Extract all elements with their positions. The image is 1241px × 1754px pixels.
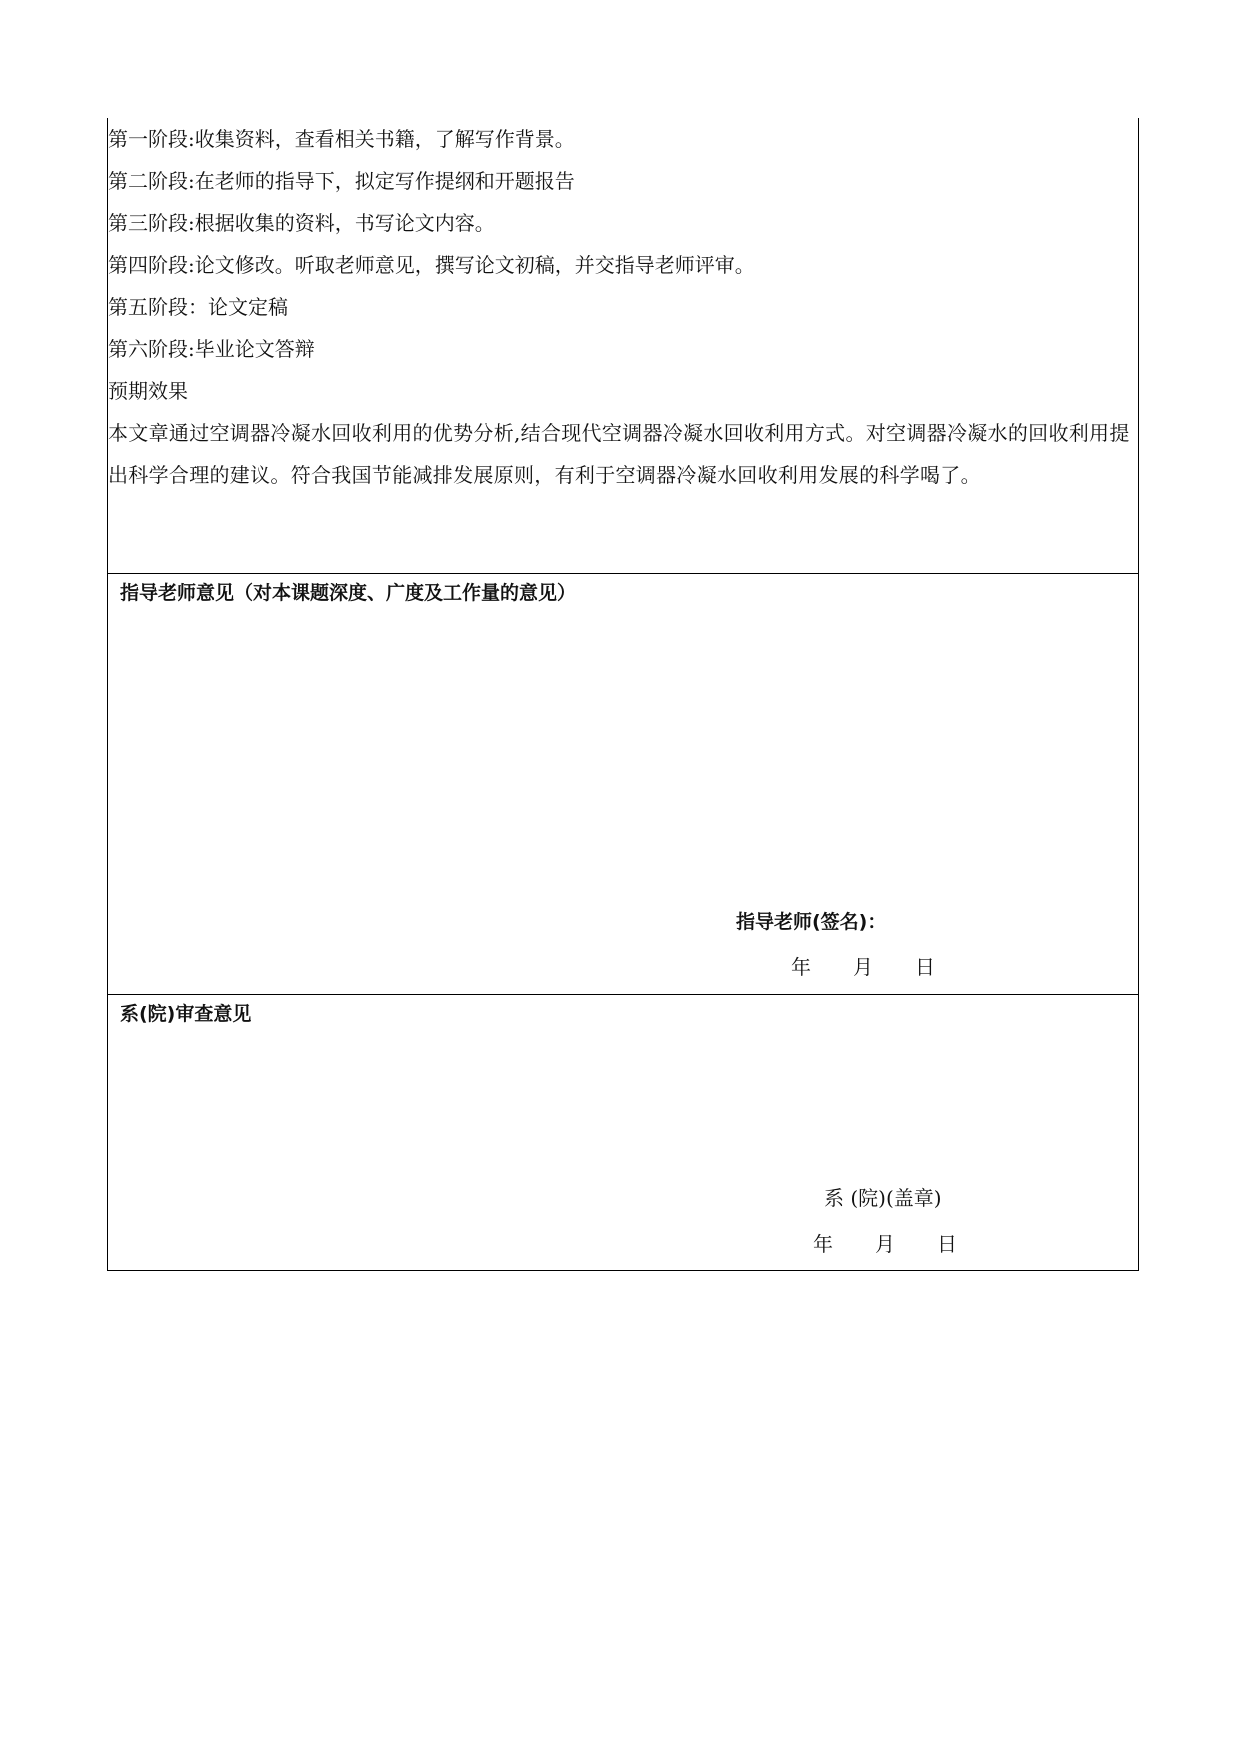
advisor-signature-label: 指导老师(签名)： bbox=[736, 910, 887, 933]
advisor-date-day: 日 bbox=[915, 954, 935, 979]
stage-5-text: 第五阶段：论文定稿 bbox=[108, 295, 288, 319]
advisor-date-line bbox=[791, 954, 935, 980]
department-stamp-label: 系 (院)(盖章) bbox=[824, 1185, 942, 1210]
department-date-month: 月 bbox=[875, 1231, 895, 1256]
stage-6-text: 第六阶段:毕业论文答辩 bbox=[108, 337, 315, 361]
stage-4-text: 第四阶段:论文修改。听取老师意见，撰写论文初稿，并交指导老师评审。 bbox=[108, 253, 755, 277]
department-review-row bbox=[108, 994, 1139, 1270]
plan-cell bbox=[108, 118, 1139, 573]
department-date-year: 年 bbox=[813, 1231, 833, 1256]
advisor-date-month: 月 bbox=[853, 954, 873, 979]
stage-3-text: 第三阶段:根据收集的资料，书写论文内容。 bbox=[108, 211, 495, 235]
advisor-opinion-heading: 指导老师意见（对本课题深度、广度及工作量的意见） bbox=[120, 581, 577, 604]
proposal-form-table bbox=[107, 118, 1139, 1271]
advisor-opinion-cell bbox=[108, 573, 1139, 994]
department-date-day: 日 bbox=[937, 1231, 957, 1256]
department-review-heading: 系(院)审查意见 bbox=[120, 1002, 252, 1025]
department-date-line bbox=[813, 1231, 957, 1257]
stage-1-text: 第一阶段:收集资料，查看相关书籍，了解写作背景。 bbox=[108, 127, 575, 151]
plan-row bbox=[108, 118, 1139, 573]
expected-effect-body: 本文章通过空调器冷凝水回收利用的优势分析,结合现代空调器冷凝水回收利用方式。对空调器冷凝水的回收利用提出科学合理的建议。符合我国节能减排发展原则，有利于空调器冷凝水回收利用发展的科学喝了。 bbox=[108, 421, 1130, 487]
department-review-cell bbox=[108, 994, 1139, 1270]
expected-effect-heading: 预期效果 bbox=[108, 379, 188, 403]
stage-2-text: 第二阶段:在老师的指导下，拟定写作提纲和开题报告 bbox=[108, 169, 575, 193]
advisor-opinion-row bbox=[108, 573, 1139, 994]
advisor-date-year: 年 bbox=[791, 954, 811, 979]
